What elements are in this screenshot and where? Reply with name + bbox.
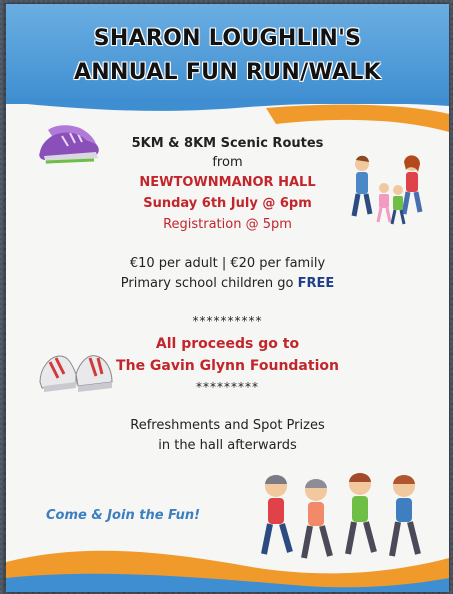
routes-text: 5KM & 8KM Scenic Routes: [131, 136, 324, 151]
poster-title-line1: SHARON LOUGHLIN'S: [93, 26, 362, 51]
from-text: from: [212, 155, 243, 170]
stars-bottom: *********: [196, 380, 259, 394]
date-time-text: Sunday 6th July @ 6pm: [143, 196, 312, 211]
prices-text: €10 per adult | €20 per family: [129, 256, 326, 271]
family-running-icon: [344, 154, 430, 234]
proceeds-line2: The Gavin Glynn Foundation: [116, 358, 339, 374]
children-text: [6, 276, 449, 291]
refreshments-line2: in the hall afterwards: [158, 438, 297, 453]
stars-top: **********: [192, 314, 263, 328]
poster-header-band: [6, 4, 449, 104]
come-join-text: Come & Join the Fun!: [46, 508, 201, 523]
poster-title-line2: ANNUAL FUN RUN/WALK: [73, 60, 382, 85]
free-text: FREE: [297, 276, 335, 291]
children-text-prefix: Primary school children go: [120, 276, 298, 291]
fun-run-poster: [6, 4, 449, 592]
venue-text: NEWTOWNMANOR HALL: [139, 175, 316, 190]
running-kids-icon: [256, 470, 438, 570]
red-white-sneakers-icon: [36, 348, 116, 394]
registration-text: Registration @ 5pm: [163, 217, 292, 232]
refreshments-line1: Refreshments and Spot Prizes: [130, 418, 325, 433]
proceeds-line1: All proceeds go to: [155, 336, 300, 352]
